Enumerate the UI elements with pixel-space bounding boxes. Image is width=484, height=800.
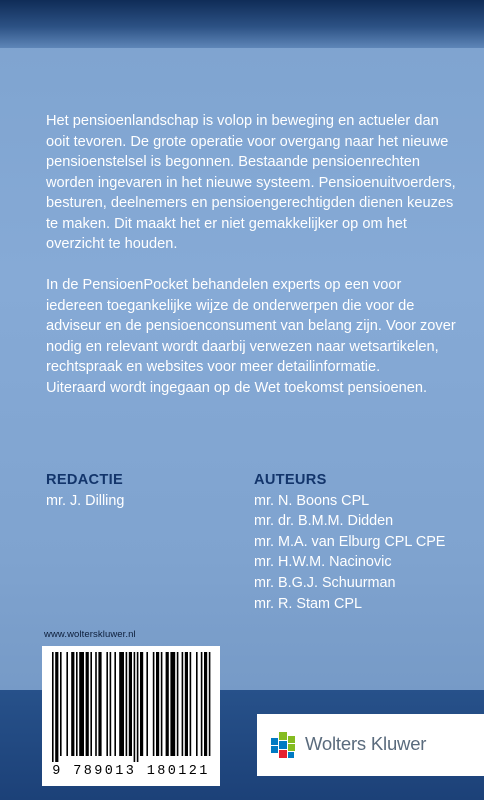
author-name: mr. B.G.J. Schuurman: [254, 574, 396, 591]
blurb-paragraph-3: Uiteraard wordt ingegaan op de Wet toekomst pensioenen.: [46, 379, 428, 396]
author-name: mr. M.A. van Elburg CPL CPE: [254, 533, 446, 550]
redactie-section: [46, 470, 124, 511]
back-cover-blurb: [46, 111, 456, 398]
publisher-website: www.wolterskluwer.nl: [44, 629, 136, 640]
auteurs-heading: AUTEURS: [254, 472, 327, 488]
isbn-barcode: [42, 646, 220, 786]
author-name: mr. R. Stam CPL: [254, 595, 362, 612]
publisher-logo-text: Wolters Kluwer: [305, 733, 427, 754]
author-name: mr. H.W.M. Nacinovic: [254, 554, 392, 571]
editor-name: mr. J. Dilling: [46, 492, 125, 509]
auteurs-section: [254, 470, 445, 614]
barcode-bars: [48, 652, 214, 762]
wolters-kluwer-tile-icon: [269, 732, 299, 758]
isbn-number: 9 789013 180121: [52, 764, 210, 779]
author-name: mr. N. Boons CPL: [254, 492, 370, 509]
publisher-logo: [257, 714, 484, 776]
blurb-paragraph-1: Het pensioenlandschap is volop in beweging en actueler dan ooit tevoren. De grote operatie voor overgang naar het nieuwe pensioenstelsel is begonnen. Bestaande pensioenrechten worden ingevaren in het nieuwe systeem. Pensioenuitvoerders, besturen, deelnemers en pensioengerechtigden dienen keuzes te maken. Dit maakt het er niet gemakkelijker op om het overzicht te houden.: [46, 113, 456, 252]
blurb-paragraph-2: In de PensioenPocket behandelen experts op een voor iedereen toegankelijke wijze de onderwerpen die voor de adviseur en de pensioenconsument van belang zijn. Voor zover nodig en relevant wordt daarbij verwezen naar wetsartikelen, rechtspraak en websites voor meer detailinformatie. Uiteraard wordt ingegaan op de Wet toekomst pensioenen.: [46, 277, 456, 396]
author-name: mr. dr. B.M.M. Didden: [254, 513, 394, 530]
top-dark-band: [0, 0, 484, 48]
redactie-heading: REDACTIE: [46, 472, 123, 488]
